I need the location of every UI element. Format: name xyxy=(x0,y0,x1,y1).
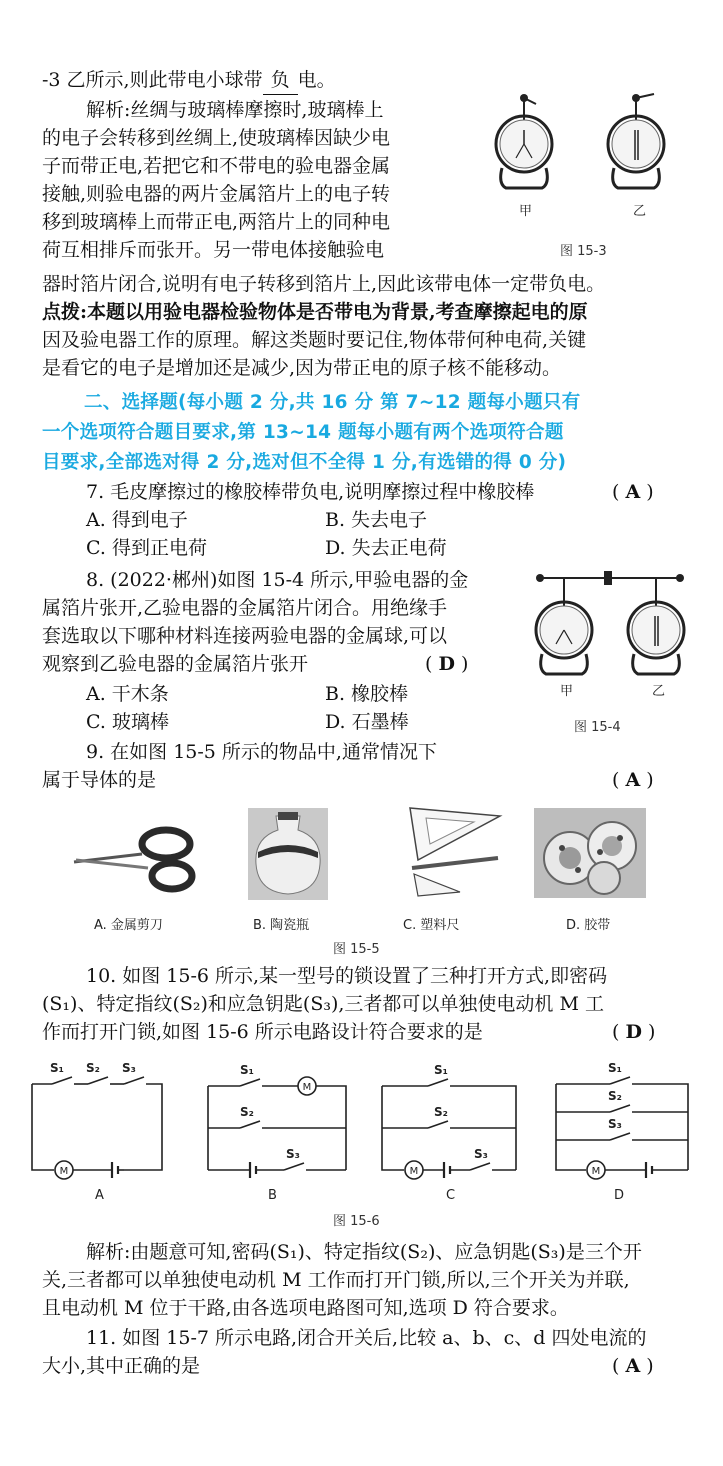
q11-line-2: 大小,其中正确的是 xyxy=(42,1355,201,1377)
q8-option-a: A. 干木条 xyxy=(86,683,169,705)
q8-line-2: 属箔片张开,乙验电器的金属箔片闭合。用绝缘手 xyxy=(42,597,448,619)
q9-item-c: C. 塑料尺 xyxy=(403,918,460,933)
tip-line-1: 点拨:本题以用验电器检验物体是否带电为背景,考查摩擦起电的原 xyxy=(42,301,588,323)
q10-line-2: (S₁)、特定指纹(S₂)和应急钥匙(S₃),三者都可以单独使电动机 M 工 xyxy=(42,993,604,1015)
section-header-line-2: 一个选项符合题目要求,第 13~14 题每小题有两个选项符合题 xyxy=(42,422,564,443)
fig3-label-a: 甲 xyxy=(519,204,533,219)
q10-line-3: 作而打开门锁,如图 15-6 所示电路设计符合要求的是 xyxy=(42,1021,483,1043)
svg-text:S₂: S₂ xyxy=(240,1105,254,1119)
q8-option-b: B. 橡胶棒 xyxy=(325,683,409,705)
q9-item-a: A. 金属剪刀 xyxy=(94,918,163,933)
q7-option-c: C. 得到正电荷 xyxy=(86,537,207,559)
analysis-line-2: 的电子会转移到丝绸上,使玻璃棒因缺少电 xyxy=(42,127,391,149)
scissors-icon xyxy=(68,810,198,900)
section-header-line-3: 目要求,全部选对得 2 分,选对但不全得 1 分,有选错的得 0 分) xyxy=(42,452,567,473)
electroscope-icon xyxy=(520,566,700,696)
q10-line-1: 10. 如图 15-6 所示,某一型号的锁设置了三种打开方式,即密码 xyxy=(86,965,608,987)
q10-answer: ( D ) xyxy=(612,1021,656,1043)
analysis-line-1: 解析:丝绸与玻璃棒摩擦时,玻璃棒上 xyxy=(86,99,384,121)
motor-icon: M xyxy=(591,1166,601,1177)
q8-line-4: 观察到乙验电器的金属箔片张开 xyxy=(42,653,309,675)
q8-option-d: D. 石墨棒 xyxy=(325,711,409,733)
circuit-label-d: D xyxy=(614,1188,625,1203)
ruler-icon xyxy=(400,800,505,900)
analysis-line-6: 荷互相排斥而张开。另一带电体接触验电 xyxy=(42,239,385,261)
q10-analysis-3: 且电动机 M 位于干路,由各选项电路图可知,选项 D 符合要求。 xyxy=(42,1297,569,1319)
fig4-label-b: 乙 xyxy=(652,684,666,699)
svg-text:S₂: S₂ xyxy=(434,1105,448,1119)
answer-blank: 负 xyxy=(263,66,298,95)
svg-text:S₃: S₃ xyxy=(474,1147,488,1161)
q7-option-d: D. 失去正电荷 xyxy=(325,537,447,559)
q10-analysis-1: 解析:由题意可知,密码(S₁)、特定指纹(S₂)、应急钥匙(S₃)是三个开 xyxy=(86,1241,642,1263)
q9-line-1: 9. 在如图 15-5 所示的物品中,通常情况下 xyxy=(86,741,437,763)
fig4-caption: 图 15-4 xyxy=(574,720,621,735)
svg-text:S₃: S₃ xyxy=(608,1117,622,1131)
fig4-label-a: 甲 xyxy=(560,684,574,699)
svg-text:S₁: S₁ xyxy=(240,1063,254,1077)
svg-text:S₂: S₂ xyxy=(608,1089,622,1103)
motor-icon: M xyxy=(302,1082,312,1093)
q8-option-c: C. 玻璃棒 xyxy=(86,711,169,733)
svg-text:S₁: S₁ xyxy=(608,1061,622,1075)
tip-line-2: 因及验电器工作的原理。解这类题时要记住,物体带何种电荷,关键 xyxy=(42,329,587,351)
tip-line-3: 是看它的电子是增加还是减少,因为带正电的原子核不能移动。 xyxy=(42,357,562,379)
fig3-label-b: 乙 xyxy=(633,204,647,219)
q9-item-d: D. 胶带 xyxy=(566,918,611,933)
q7-option-a: A. 得到电子 xyxy=(86,509,188,531)
analysis-line-7: 器时箔片闭合,说明有电子转移到箔片上,因此该带电体一定带负电。 xyxy=(42,273,606,295)
analysis-line-3: 子而带正电,若把它和不带电的验电器金属 xyxy=(42,155,391,177)
motor-icon: M xyxy=(59,1166,69,1177)
q10-analysis-2: 关,三者都可以单独使电动机 M 工作而打开门锁,所以,三个开关为并联, xyxy=(42,1269,630,1291)
svg-text:S₁: S₁ xyxy=(50,1061,64,1075)
fig5-caption: 图 15-5 xyxy=(333,942,380,957)
analysis-line-5: 移到玻璃棒上而带正电,两箔片上的同种电 xyxy=(42,211,391,233)
fig6-caption: 图 15-6 xyxy=(333,1214,380,1229)
q9-item-b: B. 陶瓷瓶 xyxy=(253,918,310,933)
q8-line-3: 套选取以下哪种材料连接两验电器的金属球,可以 xyxy=(42,625,448,647)
q11-answer: ( A ) xyxy=(612,1355,654,1377)
q8-line-1: 8. (2022·郴州)如图 15-4 所示,甲验电器的金 xyxy=(86,569,469,591)
q7-stem: 7. 毛皮摩擦过的橡胶棒带负电,说明摩擦过程中橡胶棒 xyxy=(86,481,535,503)
analysis-line-4: 接触,则验电器的两片金属箔片上的电子转 xyxy=(42,183,391,205)
fig3-caption: 图 15-3 xyxy=(560,244,607,259)
svg-text:S₂: S₂ xyxy=(86,1061,100,1075)
circuit-label-a: A xyxy=(95,1188,104,1203)
tape-icon xyxy=(534,808,646,898)
circuit-diagrams xyxy=(24,1058,704,1208)
q8-answer: ( D ) xyxy=(425,653,469,675)
q9-answer: ( A ) xyxy=(612,769,654,791)
motor-icon: M xyxy=(409,1166,419,1177)
q7-answer: ( A ) xyxy=(612,481,654,503)
svg-text:S₃: S₃ xyxy=(122,1061,136,1075)
svg-text:S₁: S₁ xyxy=(434,1063,448,1077)
electroscope-icon xyxy=(488,84,688,224)
vase-icon xyxy=(248,808,328,900)
svg-text:S₃: S₃ xyxy=(286,1147,300,1161)
circuit-label-b: B xyxy=(268,1188,277,1203)
q7-option-b: B. 失去电子 xyxy=(325,509,428,531)
q11-line-1: 11. 如图 15-7 所示电路,闭合开关后,比较 a、b、c、d 四处电流的 xyxy=(86,1327,647,1349)
q9-line-2: 属于导体的是 xyxy=(42,769,157,791)
answer-line: -3 乙所示,则此带电小球带 负 电。 xyxy=(42,66,336,95)
circuit-label-c: C xyxy=(446,1188,456,1203)
section-header-line-1: 二、选择题(每小题 2 分,共 16 分 第 7~12 题每小题只有 xyxy=(84,392,581,413)
